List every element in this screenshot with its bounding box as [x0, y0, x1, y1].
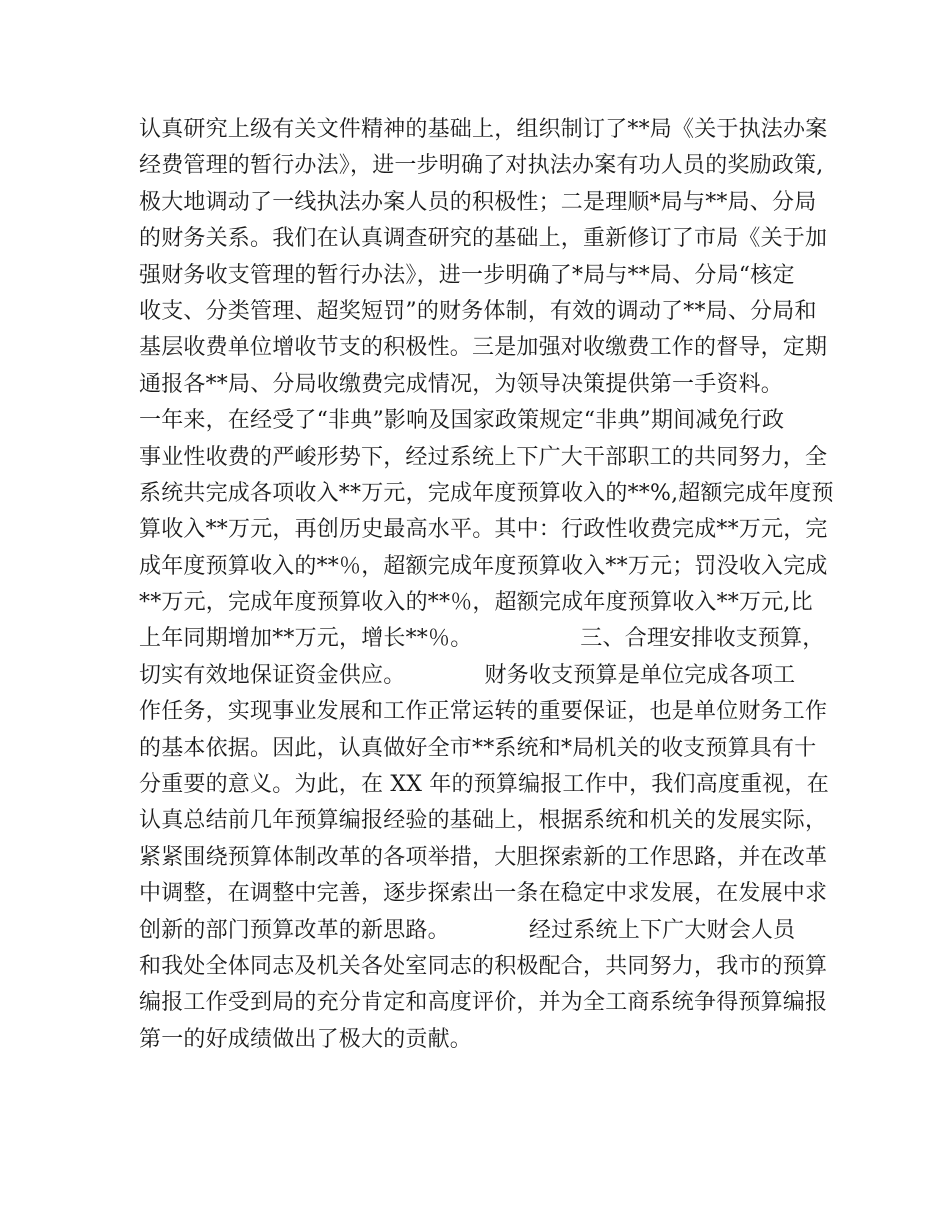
text-line: 切实有效地保证资金供应。 财务收支预算是单位完成各项工: [139, 662, 796, 688]
text-line: 和我处全体同志及机关各处室同志的积极配合，共同努力，我市的预算: [139, 953, 828, 979]
text-line: 作任务，实现事业发展和工作正常运转的重要保证，也是单位财务工作: [139, 699, 828, 725]
text-line: 紧紧围绕预算体制改革的各项举措，大胆探索新的工作思路，并在改革: [139, 844, 828, 870]
text-line: 中调整，在调整中完善，逐步探索出一条在稳定中求发展，在发展中求: [139, 881, 828, 907]
text-line: 创新的部门预算改革的新思路。 经过系统上下广大财会人员: [139, 917, 796, 943]
text-line: 的财务关系。我们在认真调查研究的基础上，重新修订了市局《关于加: [139, 226, 828, 252]
text-line: 的基本依据。因此，认真做好全市**系统和*局机关的收支预算具有十: [139, 735, 817, 761]
text-line: 极大地调动了一线执法办案人员的积极性；二是理顺*局与**局、分局: [139, 189, 817, 215]
text-line: 认真研究上级有关文件精神的基础上，组织制订了**局《关于执法办案: [139, 117, 828, 142]
text-line: 基层收费单位增收节支的积极性。三是加强对收缴费工作的督导，定期: [139, 335, 828, 361]
text-line: 事业性收费的严峻形势下，经过系统上下广大干部职工的共同努力，全: [139, 444, 828, 470]
text-line: 收支、分类管理、超奖短罚”的财务体制，有效的调动了**局、分局和: [139, 298, 817, 324]
text-line: 上年同期增加**万元，增长**％。 三、合理安排收支预算，: [139, 626, 825, 652]
text-line: **万元，完成年度预算收入的**％，超额完成年度预算收入**万元,比: [139, 590, 813, 616]
text-line: 一年来，在经受了“非典”影响及国家政策规定“非典”期间减免行政: [139, 408, 785, 434]
text-line: 成年度预算收入的**％，超额完成年度预算收入**万元；罚没收入完成: [139, 553, 828, 579]
text-line: 第一的好成绩做出了极大的贡献。: [139, 1026, 473, 1052]
text-line: 强财务收支管理的暂行办法》，进一步明确了*局与**局、分局“核定: [139, 262, 795, 288]
text-line: 分重要的意义。为此，在 XX 年的预算编报工作中，我们高度重视，在: [139, 772, 829, 798]
text-line: 经费管理的暂行办法》，进一步明确了对执法办案有功人员的奖励政策,: [139, 153, 824, 179]
text-line: 编报工作受到局的充分肯定和高度评价，并为全工商系统争得预算编报: [139, 990, 828, 1016]
body-text: [139, 112, 834, 1058]
text-line: 认真总结前几年预算编报经验的基础上，根据系统和机关的发展实际，: [139, 808, 828, 834]
text-line: 系统共完成各项收入**万元，完成年度预算收入的**%,超额完成年度预: [139, 480, 834, 506]
text-line: 通报各**局、分局收缴费完成情况，为领导决策提供第一手资料。: [139, 371, 784, 397]
text-line: 算收入**万元，再创历史最高水平。其中：行政性收费完成**万元，完: [139, 517, 828, 543]
